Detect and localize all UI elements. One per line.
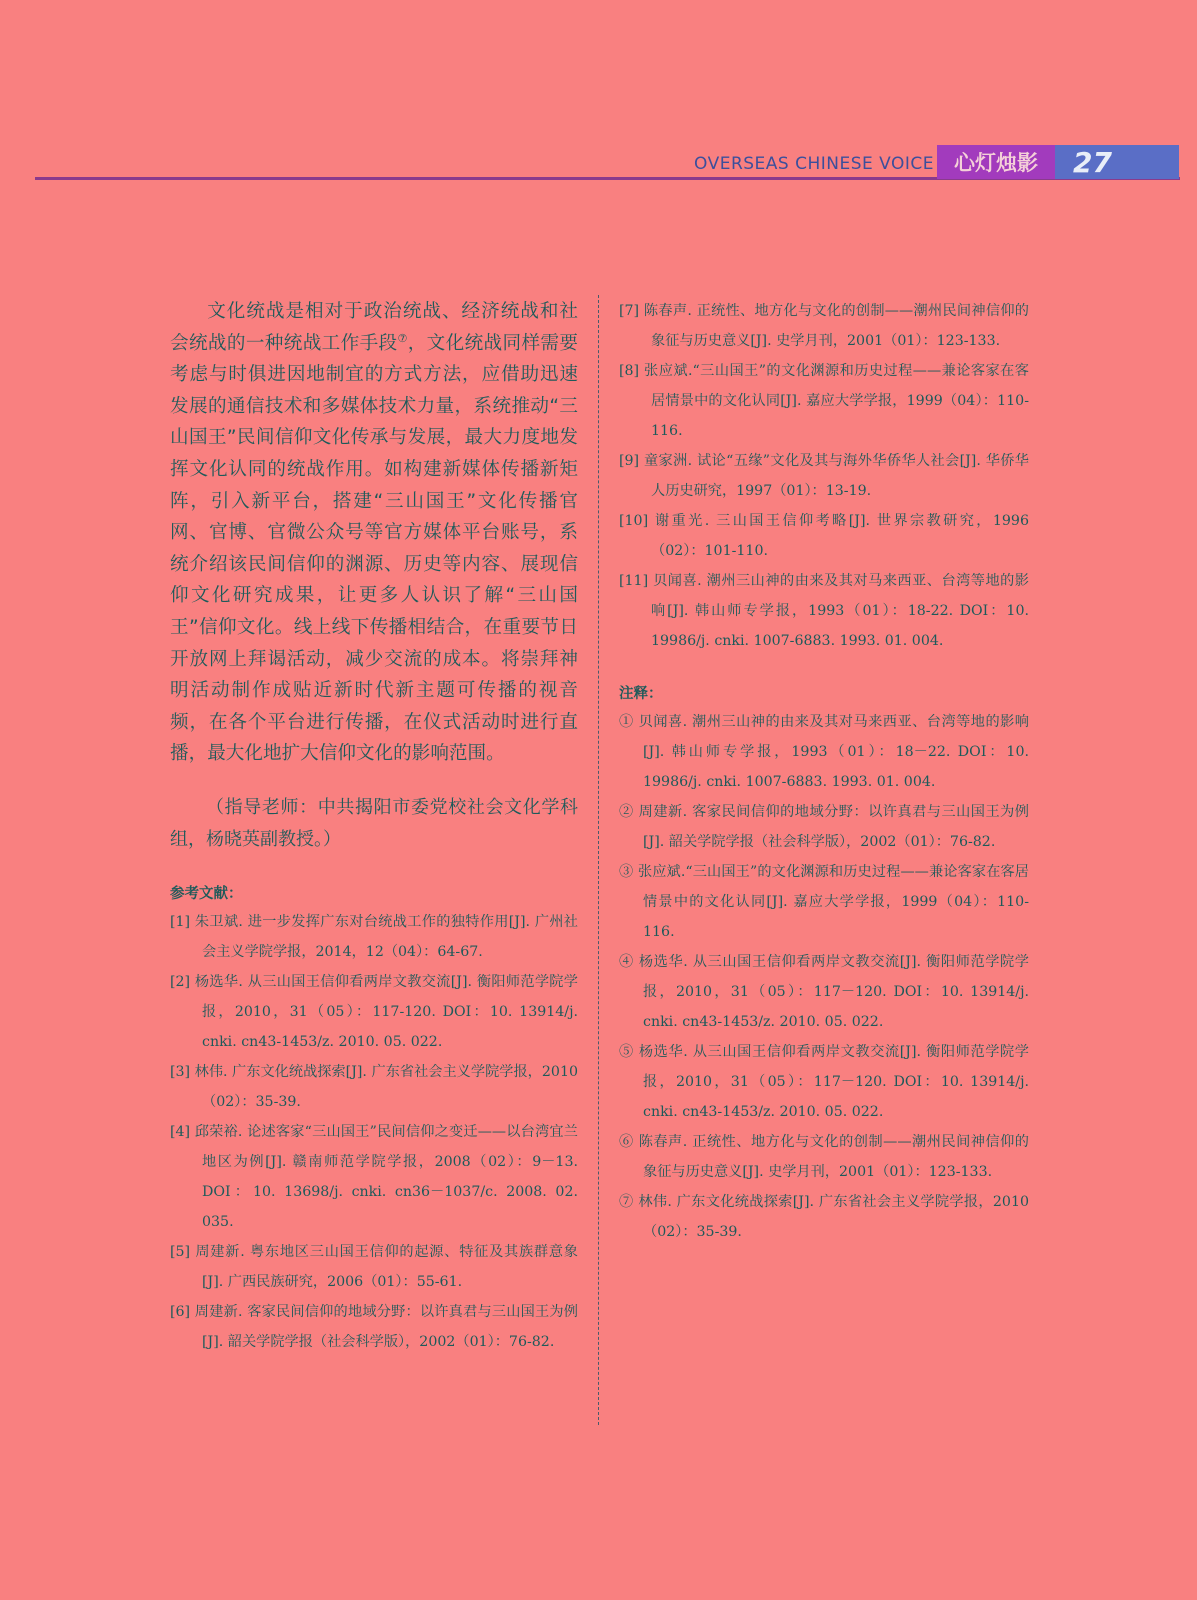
reference-item: [5] 周建新. 粤东地区三山国王信仰的起源、特征及其族群意象[J]. 广西民族研究，2006（01）：55-61. xyxy=(170,1243,578,1290)
note-item: ⑤ 杨选华. 从三山国王信仰看两岸文教交流[J]. 衡阳师范学院学报，2010，31（05）：117－120. DOI：10. 13914/j. cnki. cn43-1453/z. 2010. 05. 022. xyxy=(619,1044,1029,1120)
reference-item: [11] 贝闻喜. 潮州三山神的由来及其对马来西亚、台湾等地的影响[J]. 韩山师专学报，1993（01）：18-22. DOI：10. 19986/j. cnki. 1007-6883. 1993. 01. 004. xyxy=(619,573,1029,649)
body-text-start: 文化统战是相对于政治统战、经济统战和社会统战的一种统战工作手段 xyxy=(170,301,578,354)
note-item: ⑥ 陈春声. 正统性、地方化与文化的创制——潮州民间神信仰的象征与历史意义[J]. 史学月刊，2001（01）：123-133. xyxy=(619,1134,1029,1180)
page-number: 27 xyxy=(1055,145,1179,179)
note-marker: ⑦ xyxy=(397,331,408,345)
notes-heading: 注释： xyxy=(619,686,663,702)
right-column xyxy=(619,296,1029,1247)
reference-item: [2] 杨选华. 从三山国王信仰看两岸文教交流[J]. 衡阳师范学院学报，2010，31（05）：117-120. DOI：10. 13914/j. cnki. cn43-1453/z. 2010. 05. 022. xyxy=(170,973,578,1050)
page-header xyxy=(0,0,1197,190)
note-item: ② 周建新. 客家民间信仰的地域分野：以许真君与三山国王为例[J]. 韶关学院学报（社会科学版），2002（01）：76-82. xyxy=(619,804,1029,850)
note-item: ① 贝闻喜. 潮州三山神的由来及其对马来西亚、台湾等地的影响[J]. 韩山师专学报，1993（01）：18－22. DOI：10. 19986/j. cnki. 1007-6883. 1993. 01. 004. xyxy=(619,714,1029,790)
reference-item: [10] 谢重光. 三山国王信仰考略[J]. 世界宗教研究，1996（02）：101-110. xyxy=(619,513,1029,559)
body-text-end: ，文化统战同样需要考虑与时俱进因地制宜的方式方法，应借助迅速发展的通信技术和多媒体技术力量，系统推动“三山国王”民间信仰文化传承与发展，最大力度地发挥文化认同的统战作用。如构建新媒体传播新矩阵，引入新平台，搭建“三山国王”文化传播官网、官博、官微公众号等官方媒体平台账号，系统介绍该民间信仰的渊源、历史等内容、展现信仰文化研究成果，让更多人认识了解“三山国王”信仰文化。线上线下传播相结合，在重要节日开放网上拜谒活动，减少交流的成本。将崇拜神明活动制作成贴近新时代新主题可传播的视音频，在各个平台进行传播，在仪式活动时进行直播，最大化地扩大信仰文化的影响范围。 xyxy=(170,332,578,765)
body-paragraph xyxy=(170,296,578,770)
reference-item: [9] 童家洲. 试论“五缘”文化及其与海外华侨华人社会[J]. 华侨华人历史研究，1997（01）：13-19. xyxy=(619,453,1029,499)
reference-item: [8] 张应斌.“三山国王”的文化渊源和历史过程——兼论客家在客居情景中的文化认同[J]. 嘉应大学学报，1999（04）：110-116. xyxy=(619,363,1029,439)
reference-item: [7] 陈春声. 正统性、地方化与文化的创制——潮州民间神信仰的象征与历史意义[J]. 史学月刊，2001（01）：123-133. xyxy=(619,303,1029,349)
advisor-note: （指导老师：中共揭阳市委党校社会文化学科组，杨晓英副教授。） xyxy=(170,796,578,850)
reference-item: [6] 周建新. 客家民间信仰的地域分野：以许真君与三山国王为例[J]. 韶关学院学报（社会科学版），2002（01）：76-82. xyxy=(170,1303,578,1350)
reference-item: [3] 林伟. 广东文化统战探索[J]. 广东省社会主义学院学报，2010（02）：35-39. xyxy=(170,1063,578,1110)
references-heading: 参考文献： xyxy=(170,885,243,902)
note-item: ④ 杨选华. 从三山国王信仰看两岸文教交流[J]. 衡阳师范学院学报，2010，31（05）：117－120. DOI：10. 13914/j. cnki. cn43-1453/z. 2010. 05. 022. xyxy=(619,954,1029,1030)
magazine-title: OVERSEAS CHINESE VOICE xyxy=(694,154,935,174)
column-divider xyxy=(598,295,599,1425)
left-column xyxy=(170,296,578,1357)
section-name: 心灯烛影 xyxy=(937,145,1055,179)
reference-item: [1] 朱卫斌. 进一步发挥广东对台统战工作的独特作用[J]. 广州社会主义学院学报，2014，12（04）：64-67. xyxy=(170,913,578,960)
note-item: ③ 张应斌.“三山国王”的文化渊源和历史过程——兼论客家在客居情景中的文化认同[J]. 嘉应大学学报，1999（04）：110-116. xyxy=(619,864,1029,940)
reference-item: [4] 邱荣裕. 论述客家“三山国王”民间信仰之变迁——以台湾宜兰地区为例[J]. 赣南师范学院学报，2008（02）：9－13. DOI：10. 13698/j. cnki. cn36－1037/c. 2008. 02. 035. xyxy=(170,1123,578,1230)
note-item: ⑦ 林伟. 广东文化统战探索[J]. 广东省社会主义学院学报，2010（02）：35-39. xyxy=(619,1194,1029,1240)
